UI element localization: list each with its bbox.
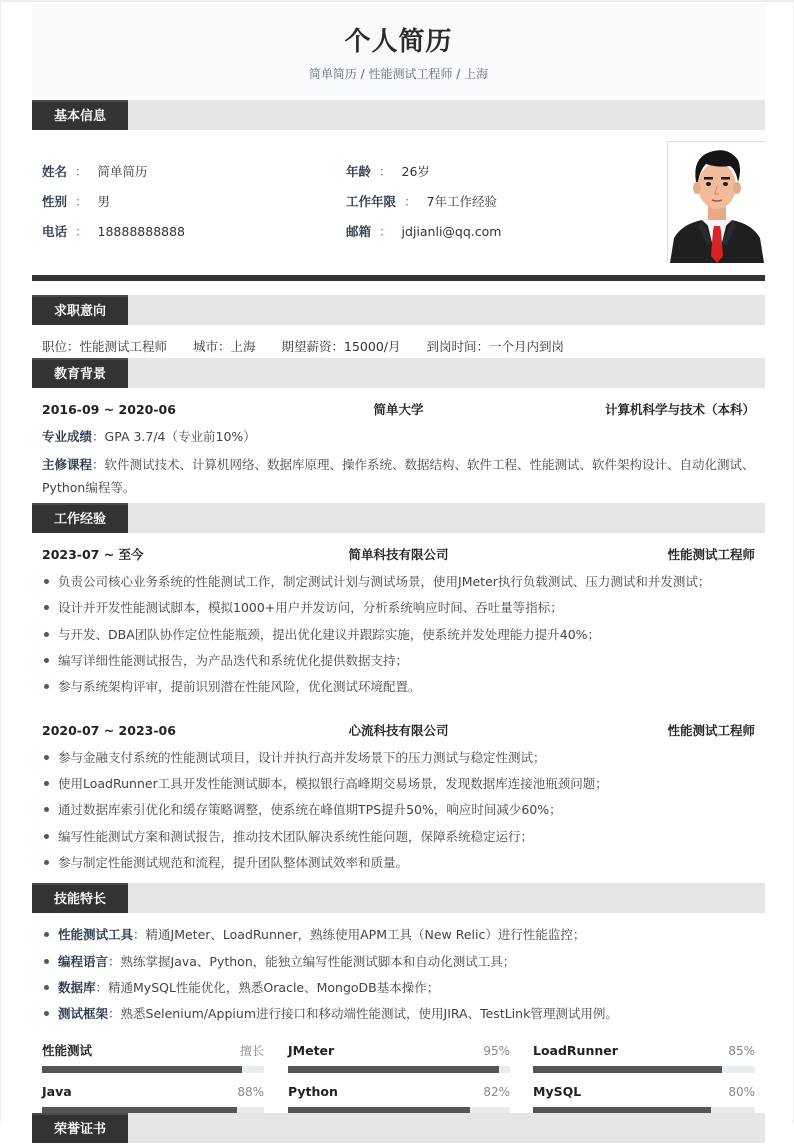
list-item: 负责公司核心业务系统的性能测试工作，制定测试计划与测试场景，使用JMeter执行负载测试、压力测试和并发测试； [42, 573, 755, 591]
section-title: 荣誉证书 [32, 1113, 128, 1143]
info-phone: 电话 ： 18888888888 [42, 224, 186, 239]
work-period: 2023-07 ~ 至今 [42, 547, 144, 562]
list-item: 设计并开发性能测试脚本，模拟1000+用户并发访问，分析系统响应时间、吞吐量等指标； [42, 599, 755, 617]
skill-level: 82% [483, 1085, 510, 1099]
work-company: 简单科技有限公司 [348, 547, 449, 562]
work-role: 性能测试工程师 [667, 723, 755, 738]
work-entry-header [42, 546, 755, 564]
bullet-icon [44, 579, 49, 584]
list-item: 参与制定性能测试规范和流程，提升团队整体测试效率和质量。 [42, 854, 755, 872]
resume-header [32, 4, 765, 96]
section-divider [32, 275, 765, 281]
list-item: 通过数据库索引优化和缓存策略调整，使系统在峰值期TPS提升50%，响应时间减少60%； [42, 801, 755, 819]
skill-bar [533, 1083, 755, 1117]
job-intent-row [42, 338, 590, 356]
skill-track [533, 1066, 755, 1073]
list-item: 参与金融支付系统的性能测试项目，设计并执行高并发场景下的压力测试与稳定性测试； [42, 749, 755, 767]
work-company: 心流科技有限公司 [348, 723, 449, 738]
list-item: 编程语言：熟练掌握Java、Python，能独立编写性能测试脚本和自动化测试工具； [42, 953, 755, 971]
list-item: 编写性能测试方案和测试报告，推动技术团队解决系统性能问题，保障系统稳定运行； [42, 828, 755, 846]
intent-position: 职位：性能测试工程师 [42, 339, 168, 354]
skill-level: 95% [483, 1044, 510, 1058]
info-age: 年龄 ： 26岁 [346, 164, 430, 179]
work-role: 性能测试工程师 [667, 547, 755, 562]
skill-bar [42, 1042, 264, 1076]
skill-level: 80% [728, 1085, 755, 1099]
info-email: 邮箱 ： jdjianli@qq.com [346, 224, 502, 239]
info-work-years: 工作年限 ： 7年工作经验 [346, 194, 497, 209]
bullet-icon [44, 658, 49, 663]
skill-level: 88% [237, 1085, 264, 1099]
skill-level: 擅长 [239, 1044, 264, 1058]
skill-level: 85% [728, 1044, 755, 1058]
section-header-education [32, 358, 765, 388]
list-item: 测试框架：熟悉Selenium/Appium进行接口和移动端性能测试，使用JIRA、TestLink管理测试用例。 [42, 1005, 755, 1023]
work-entry-header [42, 722, 755, 740]
value: 18888888888 [97, 224, 186, 239]
education-gpa: 专业成绩：GPA 3.7/4（专业前10%） [42, 429, 256, 444]
section-header-work-experience [32, 503, 765, 533]
skill-name: Java [42, 1084, 72, 1099]
label: 电话 [42, 224, 68, 239]
list-item: 数据库：精通MySQL性能优化，熟悉Oracle、MongoDB基本操作； [42, 979, 755, 997]
list-item: 性能测试工具：精通JMeter、LoadRunner，熟练使用APM工具（New Relic）进行性能监控； [42, 926, 755, 944]
education-courses: 主修课程：软件测试技术、计算机网络、数据库原理、操作系统、数据结构、软件工程、性能测试、软件架构设计、自动化测试、Python编程等。 [42, 457, 755, 495]
profile-photo [667, 141, 765, 262]
skill-name: Python [288, 1084, 338, 1099]
info-name: 姓名 ： 简单简历 [42, 164, 148, 179]
skill-bar [42, 1083, 264, 1117]
list-item: 与开发、DBA团队协作定位性能瓶颈，提出优化建议并跟踪实施，使系统并发处理能力提升40%； [42, 626, 755, 644]
section-title: 工作经验 [32, 503, 128, 533]
skill-bar [288, 1083, 510, 1117]
skill-bar [533, 1042, 755, 1076]
education-period: 2016-09 ~ 2020-06 [42, 402, 176, 417]
bullet-icon [44, 781, 49, 786]
list-item: 编写详细性能测试报告，为产品迭代和系统优化提供数据支持； [42, 652, 755, 670]
label: 性别 [42, 194, 68, 209]
bullet-icon [44, 684, 49, 689]
bullet-icon [44, 834, 49, 839]
section-title: 基本信息 [32, 100, 128, 130]
bullet-icon [44, 1011, 49, 1016]
education-school: 简单大学 [373, 402, 424, 417]
skill-fill [533, 1066, 722, 1073]
bullet-icon [44, 807, 49, 812]
skill-fill [42, 1066, 242, 1073]
education-entry-header [42, 401, 755, 419]
bullet-icon [44, 932, 49, 937]
skill-name: LoadRunner [533, 1043, 618, 1058]
value: 7年工作经验 [426, 194, 497, 209]
skill-fill [288, 1066, 499, 1073]
bullet-icon [44, 985, 49, 990]
list-item: 使用LoadRunner工具开发性能测试脚本，模拟银行高峰期交易场景，发现数据库连接池瓶颈问题； [42, 775, 755, 793]
skill-name: MySQL [533, 1084, 582, 1099]
label: 年龄 [346, 164, 372, 179]
value: 男 [97, 194, 111, 209]
label: 姓名 [42, 164, 68, 179]
section-title: 教育背景 [32, 358, 128, 388]
bullet-icon [44, 755, 49, 760]
label: 邮箱 [346, 224, 372, 239]
section-title: 技能特长 [32, 883, 128, 913]
section-header-job-intent [32, 295, 765, 325]
bullet-icon [44, 860, 49, 865]
section-header-next [32, 1113, 765, 1143]
section-title: 求职意向 [32, 295, 128, 325]
intent-salary: 期望薪资：15000/月 [281, 339, 401, 354]
intent-arrival: 到岗时间：一个月内到岗 [426, 339, 565, 354]
page-subtitle: 简单简历 / 性能测试工程师 / 上海 [308, 67, 489, 81]
work-period: 2020-07 ~ 2023-06 [42, 723, 176, 738]
page-title: 个人简历 [344, 27, 453, 57]
avatar-illustration-icon [668, 142, 766, 263]
skill-name: 性能测试 [42, 1043, 93, 1058]
label: 工作年限 [346, 194, 397, 209]
list-item: 参与系统架构评审，提前识别潜在性能风险，优化测试环境配置。 [42, 678, 755, 696]
section-header-basic-info [32, 100, 765, 130]
value: 26岁 [401, 164, 430, 179]
bullet-icon [44, 605, 49, 610]
skill-bar [288, 1042, 510, 1076]
skill-track [42, 1066, 264, 1073]
bullet-icon [44, 959, 49, 964]
bullet-icon [44, 632, 49, 637]
info-gender: 性别 ： 男 [42, 194, 111, 209]
skill-track [288, 1066, 510, 1073]
value: jdjianli@qq.com [401, 224, 502, 239]
value: 简单简历 [97, 164, 148, 179]
section-header-skills [32, 883, 765, 913]
skill-name: JMeter [288, 1043, 335, 1058]
education-major: 计算机科学与技术（本科） [604, 402, 755, 417]
intent-city: 城市：上海 [193, 339, 256, 354]
